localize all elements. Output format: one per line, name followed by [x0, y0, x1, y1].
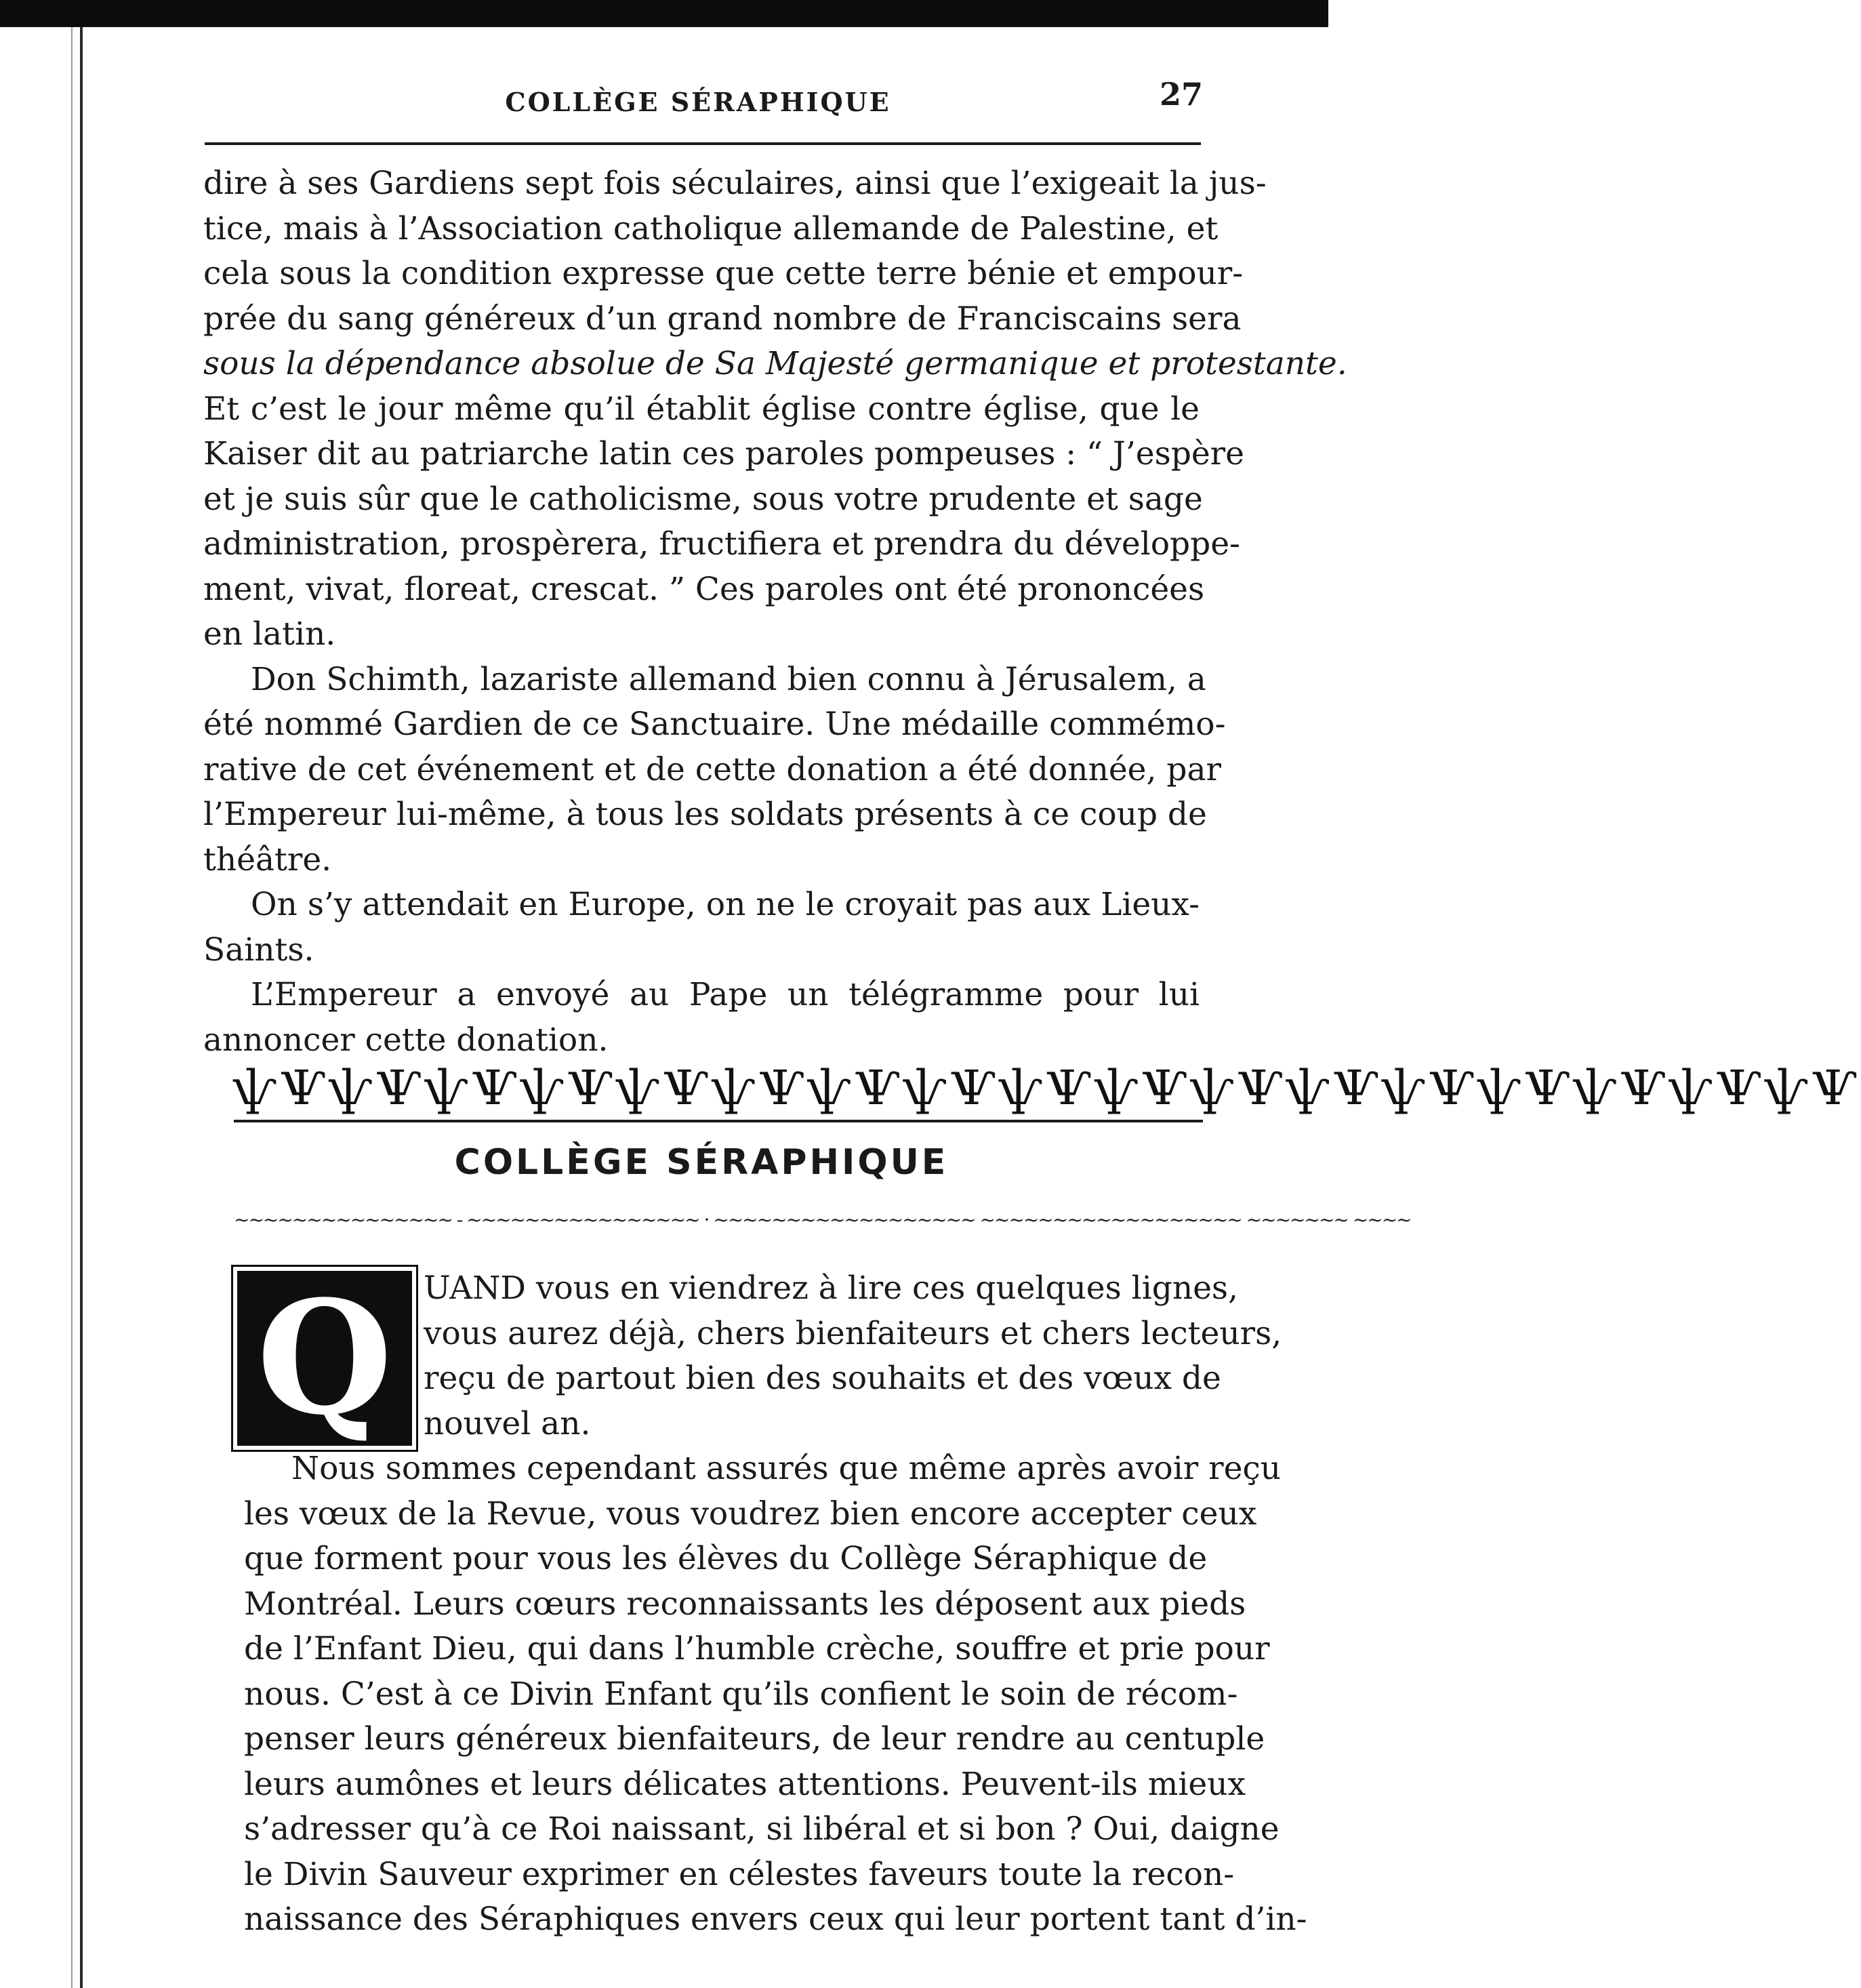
text-line: Montréal. Leurs cœurs reconnaissants les déposent aux pieds: [244, 1585, 1246, 1623]
text-line-italic: sous la dépendance absolue de Sa Majesté germanique et protestante.: [203, 345, 1347, 382]
text-line: administration, prospèrera, fructifiera et prendra du développe-: [203, 525, 1240, 563]
text-line: s’adresser qu’à ce Roi naissant, si libéral et si bon ? Oui, daigne: [244, 1810, 1280, 1848]
text-line: le Divin Sauveur exprimer en célestes faveurs toute la recon-: [244, 1855, 1235, 1893]
text-line: été nommé Gardien de ce Sanctuaire. Une médaille commémo-: [203, 706, 1226, 743]
scan-left-edge-faint: [71, 27, 73, 1988]
text-line: cela sous la condition expresse que cette terre bénie et empour-: [203, 255, 1244, 292]
section1-text: [203, 161, 1347, 1063]
text-line: Saints.: [203, 931, 314, 969]
text-line: penser leurs généreux bienfaiteurs, de leur rendre au centuple: [244, 1720, 1265, 1758]
text-line: que forment pour vous les élèves du Collège Séraphique de: [244, 1540, 1208, 1577]
drop-cap-letter: Q: [256, 1267, 393, 1450]
page-number: 27: [1159, 76, 1203, 113]
running-title: COLLÈGE SÉRAPHIQUE: [505, 87, 891, 117]
text-line: en latin.: [203, 615, 336, 653]
text-line: Nous sommes cependant assurés que même après avoir reçu: [291, 1450, 1282, 1487]
text-line: vous aurez déjà, chers bienfaiteurs et chers lecteurs,: [424, 1314, 1282, 1352]
text-line: ment, vivat, floreat, crescat. ” Ces paroles ont été prononcées: [203, 570, 1205, 608]
text-line: UAND vous en viendrez à lire ces quelques lignes,: [424, 1270, 1238, 1307]
text-line: dire à ses Gardiens sept fois séculaires, ainsi que l’exigeait la jus-: [203, 165, 1267, 202]
text-line: nouvel an.: [424, 1404, 591, 1442]
text-line: Kaiser dit au patriarche latin ces paroles pompeuses : “ J’espère: [203, 435, 1244, 472]
text-line: L’Empereur a envoyé au Pape un télégramme pour lui: [251, 976, 1200, 1013]
text-line: Et c’est le jour même qu’il établit église contre église, que le: [203, 390, 1200, 428]
text-line: tice, mais à l’Association catholique allemande de Palestine, et: [203, 209, 1219, 247]
section2-intro: [424, 1266, 1282, 1446]
scan-top-border: [0, 0, 1328, 27]
wavy-rule: ~~~~~~~~~~~~~~~ - ~~~~~~~~~~~~~~~~ · ~~~~~~~~~~~~~~~~~~ ~~~~~~~~~~~~~~~~~~ ~~~~~~~ ~~~~: [234, 1209, 1411, 1231]
text-line: reçu de partout bien des souhaits et des vœux de: [424, 1360, 1221, 1397]
text-line: et je suis sûr que le catholicisme, sous votre prudente et sage: [203, 480, 1203, 518]
text-line: nous. C’est à ce Divin Enfant qu’ils confient le soin de récom-: [244, 1675, 1238, 1713]
text-line: leurs aumônes et leurs délicates attentions. Peuvent-ils mieux: [244, 1765, 1246, 1803]
scan-left-edge: [80, 27, 83, 1988]
text-line: On s’y attendait en Europe, on ne le croyait pas aux Lieux-: [251, 886, 1200, 923]
text-line: les vœux de la Revue, vous voudrez bien encore accepter ceux: [244, 1495, 1257, 1533]
text-line: Don Schimth, lazariste allemand bien connu à Jérusalem, a: [251, 660, 1206, 698]
text-line: rative de cet événement et de cette donation a été donnée, par: [203, 750, 1221, 788]
section2-body: [244, 1446, 1307, 1943]
section-title: COLLÈGE SÉRAPHIQUE: [454, 1142, 949, 1183]
text-line: théâtre.: [203, 840, 332, 878]
text-line: naissance des Séraphiques envers ceux qui leur portent tant d’in-: [244, 1901, 1307, 1938]
header-rule: [205, 142, 1201, 145]
text-line: prée du sang généreux d’un grand nombre de Franciscains sera: [203, 300, 1242, 338]
text-line: annoncer cette donation.: [203, 1021, 609, 1059]
text-line: de l’Enfant Dieu, qui dans l’humble crèche, souffre et prie pour: [244, 1630, 1270, 1667]
ornament-rule: [234, 1120, 1203, 1122]
text-line: l’Empereur lui-même, à tous les soldats présents à ce coup de: [203, 796, 1207, 833]
tulip-ornament-band: ѱѰѱѰѱѰѱѰѱѰѱѰѱѰѱѰѱѰѱѰѱѰѱѰѱѰѱѰѱѰѱѰѱѰ: [234, 1060, 1861, 1116]
drop-cap-initial: [237, 1267, 412, 1450]
